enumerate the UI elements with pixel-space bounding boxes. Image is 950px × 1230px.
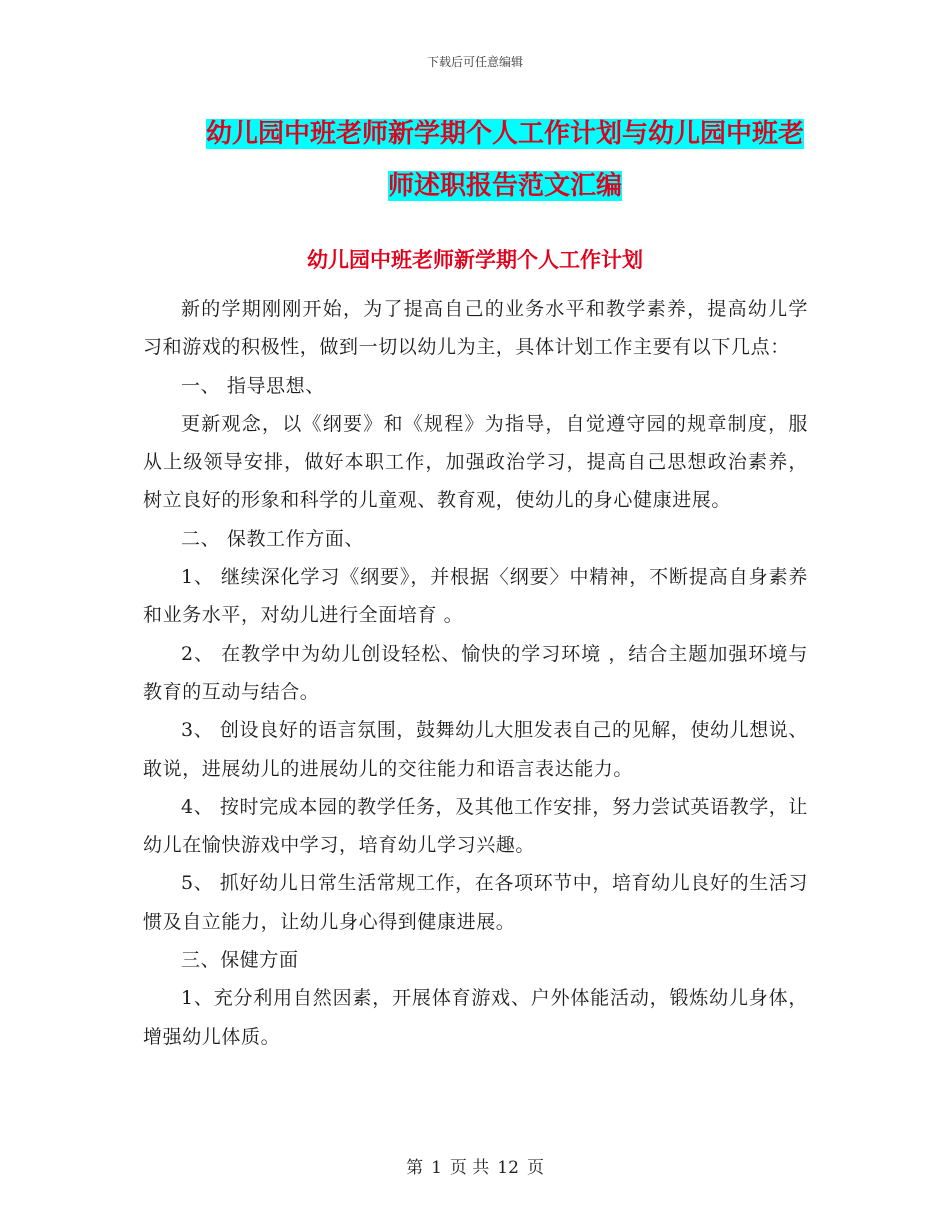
paragraph: 更新观念，以《纲要》和《规程》为指导，自觉遵守园的规章制度，服从上级领导安排，做好本职工作，加强政治学习，提高自己思想政治素养， 树立良好的形象和科学的儿童观、教育观，使幼儿的身心健康进展。	[143, 412, 808, 512]
section-title: 幼儿园中班老师新学期个人工作计划	[307, 248, 643, 272]
paragraph: 3、 创设良好的语言氛围，鼓舞幼儿大胆发表自己的见解，使幼儿想说、敢说，进展幼儿的进展幼儿的交往能力和语言表达能力。	[143, 719, 808, 780]
paragraph: 2、 在教学中为幼儿创设轻松、愉快的学习环境 ，结合主题加强环境与教育的互动与结合。	[143, 642, 808, 703]
paragraph: 一、 指导思想、	[181, 374, 325, 397]
paragraph: 三、保健方面	[181, 949, 299, 972]
page-label-mid: 页 共	[449, 1158, 490, 1178]
header-note: 下载后可任意编辑	[426, 55, 523, 69]
document-body	[143, 290, 808, 1056]
page-label-prefix: 第	[406, 1158, 424, 1178]
page-label-suffix: 页	[526, 1158, 544, 1178]
paragraph: 5、 抓好幼儿日常生活常规工作，在各项环节中，培育幼儿良好的生活习惯及自立能力，让幼儿身心得到健康进展。	[143, 872, 808, 933]
page-footer	[0, 1153, 950, 1178]
paragraph: 新的学期刚刚开始，为了提高自己的业务水平和教学素养，提高幼儿学习和游戏的积极性，做到一切以幼儿为主，具体计划工作主要有以下几点：	[143, 298, 808, 359]
page-total: 12	[497, 1158, 519, 1178]
paragraph: 4、 按时完成本园的教学任务，及其他工作安排，努力尝试英语教学，让幼儿在愉快游戏中学习，培育幼儿学习兴趣。	[143, 795, 808, 857]
paragraph: 1、充分利用自然因素，开展体育游戏、户外体能活动，锻炼幼儿身体，增强幼儿体质。	[143, 987, 808, 1048]
paragraph: 二、 保教工作方面、	[181, 527, 365, 550]
paragraph: 1、 继续深化学习《纲要》，并根据〈纲要〉中精神，不断提高自身素养和业务水平，对幼儿进行全面培育 。	[143, 566, 808, 627]
document-title	[195, 108, 815, 212]
page-number: 1	[431, 1158, 442, 1178]
document-title-text: 幼儿园中班老师新学期个人工作计划与幼儿园中班老师述职报告范文汇编	[205, 119, 804, 201]
